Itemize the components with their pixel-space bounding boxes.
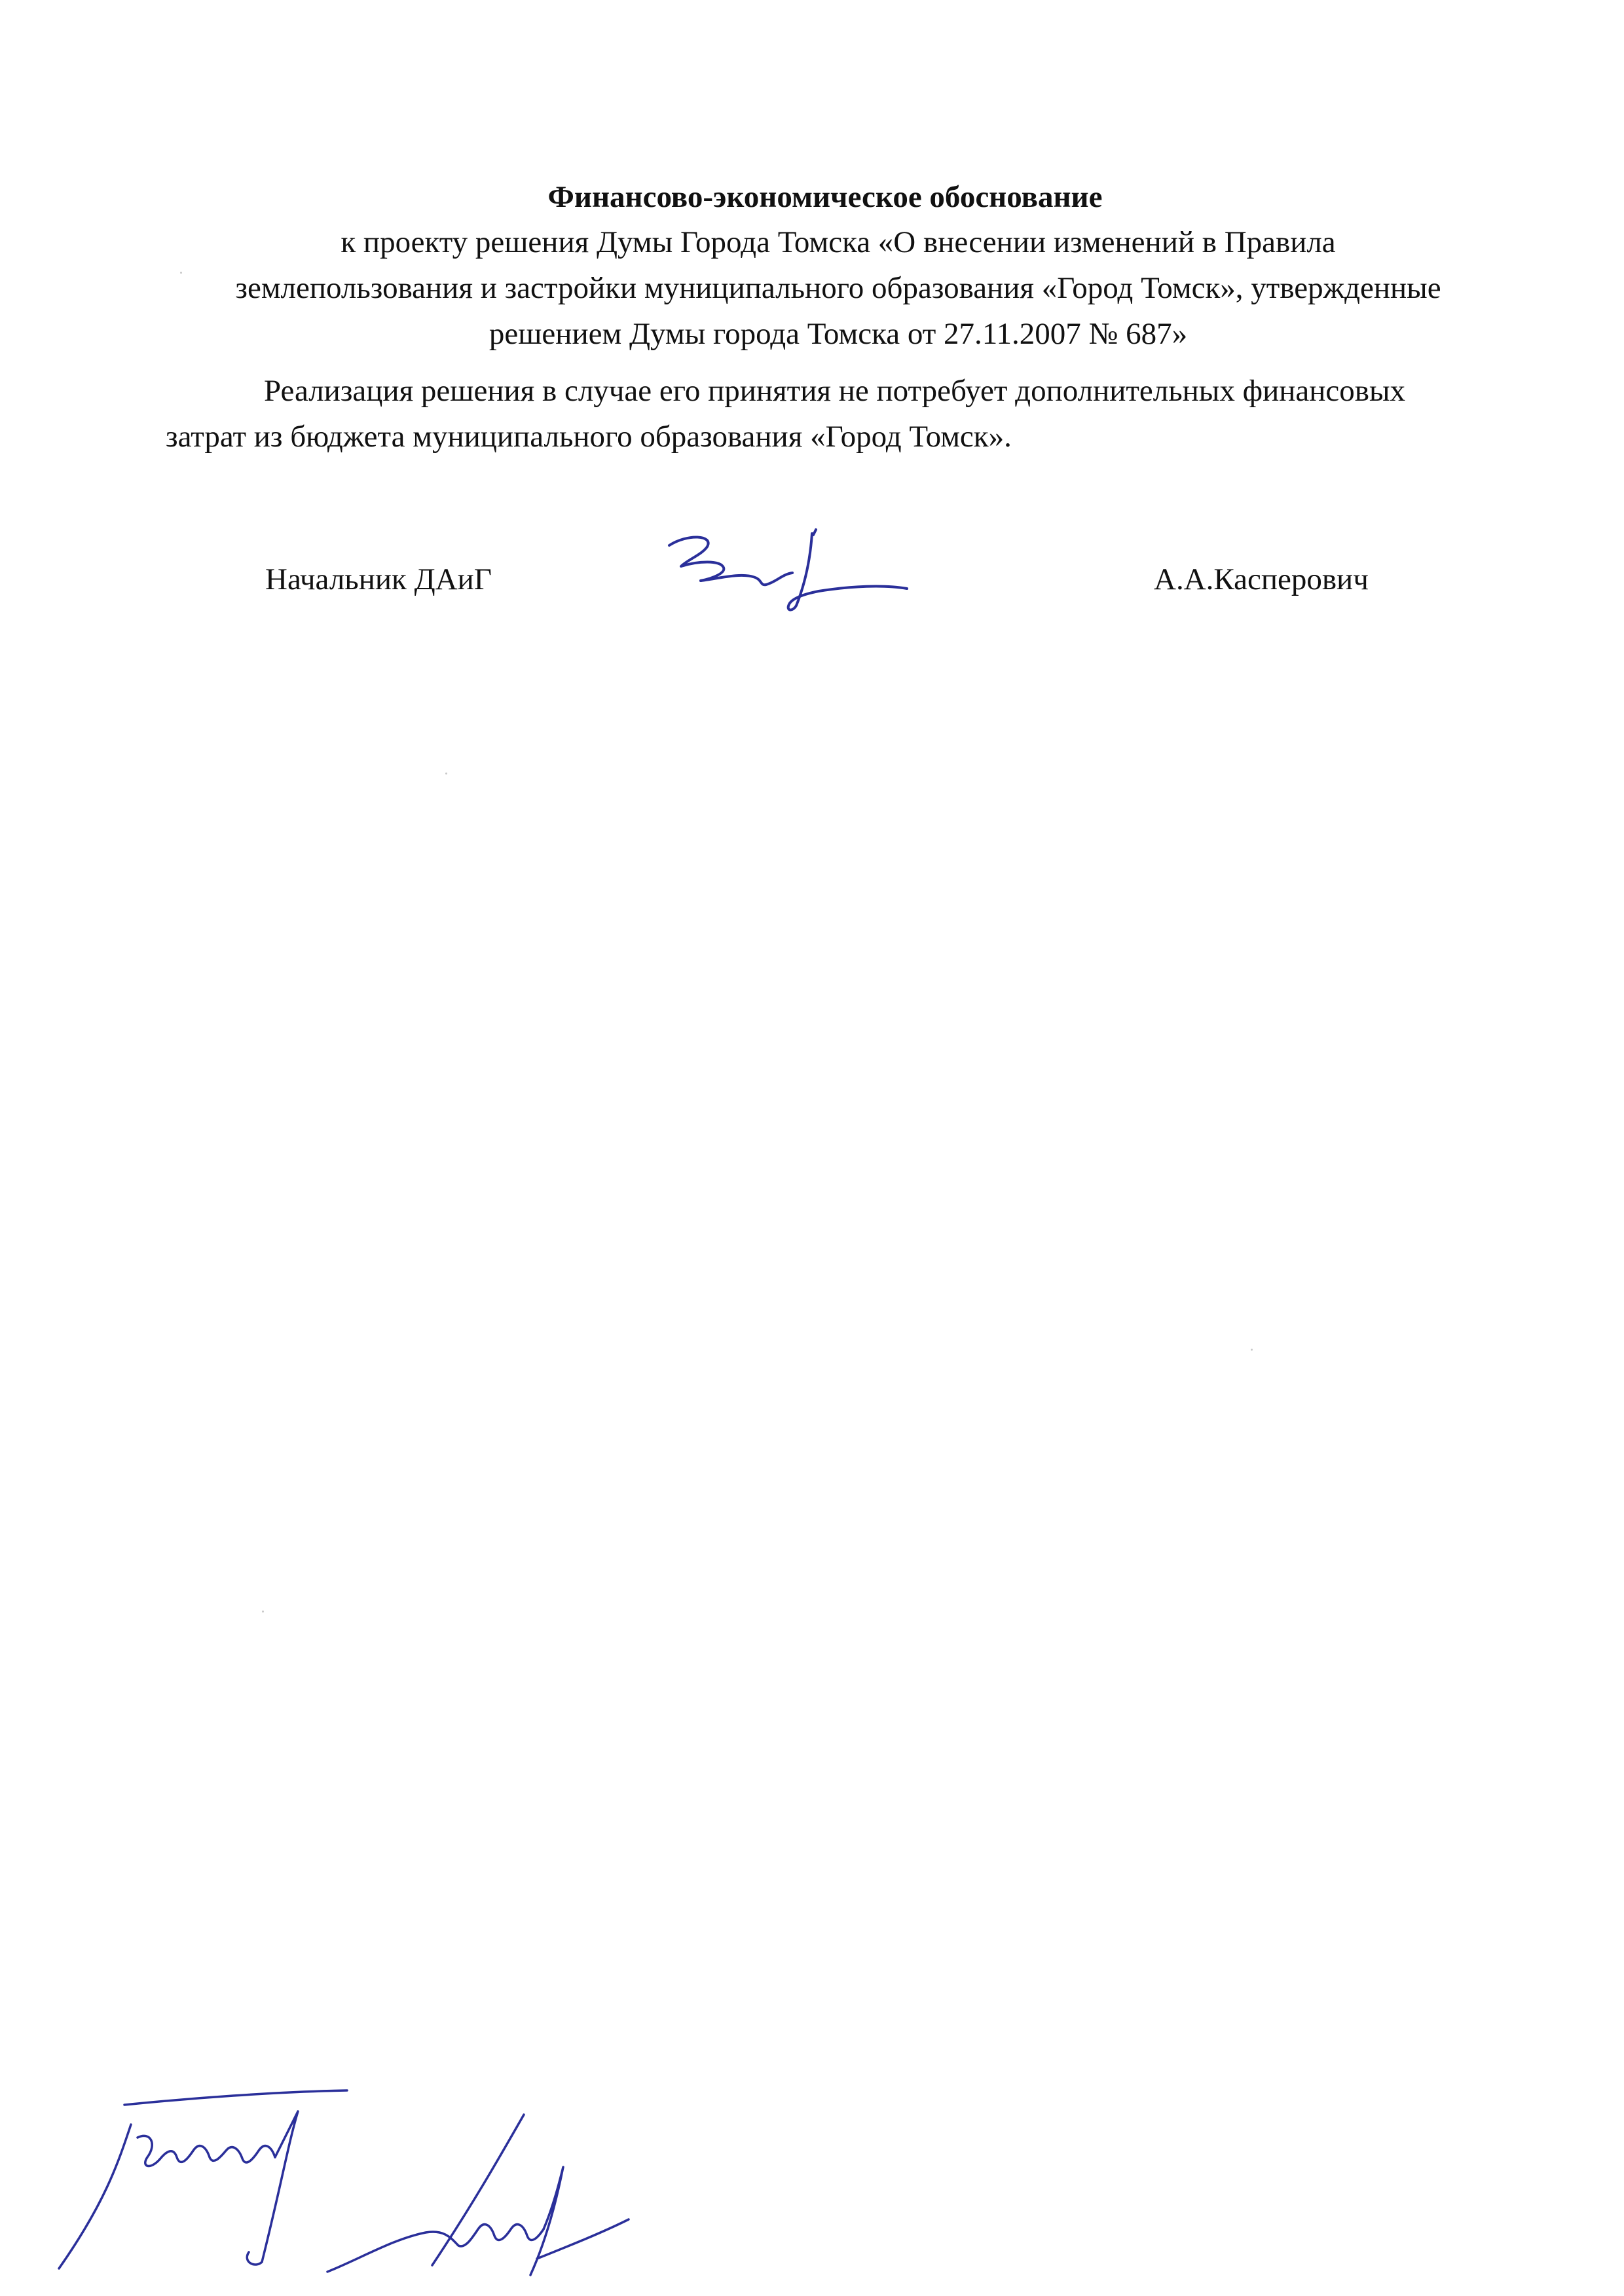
handwritten-signature <box>661 520 910 625</box>
signatory-position: Начальник ДАиГ <box>265 562 492 596</box>
scan-speck <box>180 272 182 274</box>
subtitle-line-1: к проекту решения Думы Города Томска «О внесении изменений в Правила <box>341 225 1336 259</box>
body-line-2: затрат из бюджета муниципального образования «Город Томск». <box>166 420 1012 454</box>
document-title: Финансово-экономическое обоснование <box>547 180 1103 214</box>
document-subtitle <box>164 219 1513 357</box>
body-paragraph <box>166 368 1515 460</box>
body-line-1: Реализация решения в случае его принятия не потребует дополнительных финансовых <box>264 374 1406 408</box>
scan-speck <box>445 773 447 774</box>
approval-signature-right <box>321 2108 648 2285</box>
scan-speck <box>1251 1349 1253 1351</box>
subtitle-line-3: решением Думы города Томска от 27.11.2007 № 687» <box>489 317 1188 351</box>
scan-speck <box>262 1611 264 1613</box>
subtitle-line-2: землепользования и застройки муниципального образования «Город Томск», утвержденные <box>235 271 1441 305</box>
signatory-name: А.А.Касперович <box>1154 562 1369 596</box>
